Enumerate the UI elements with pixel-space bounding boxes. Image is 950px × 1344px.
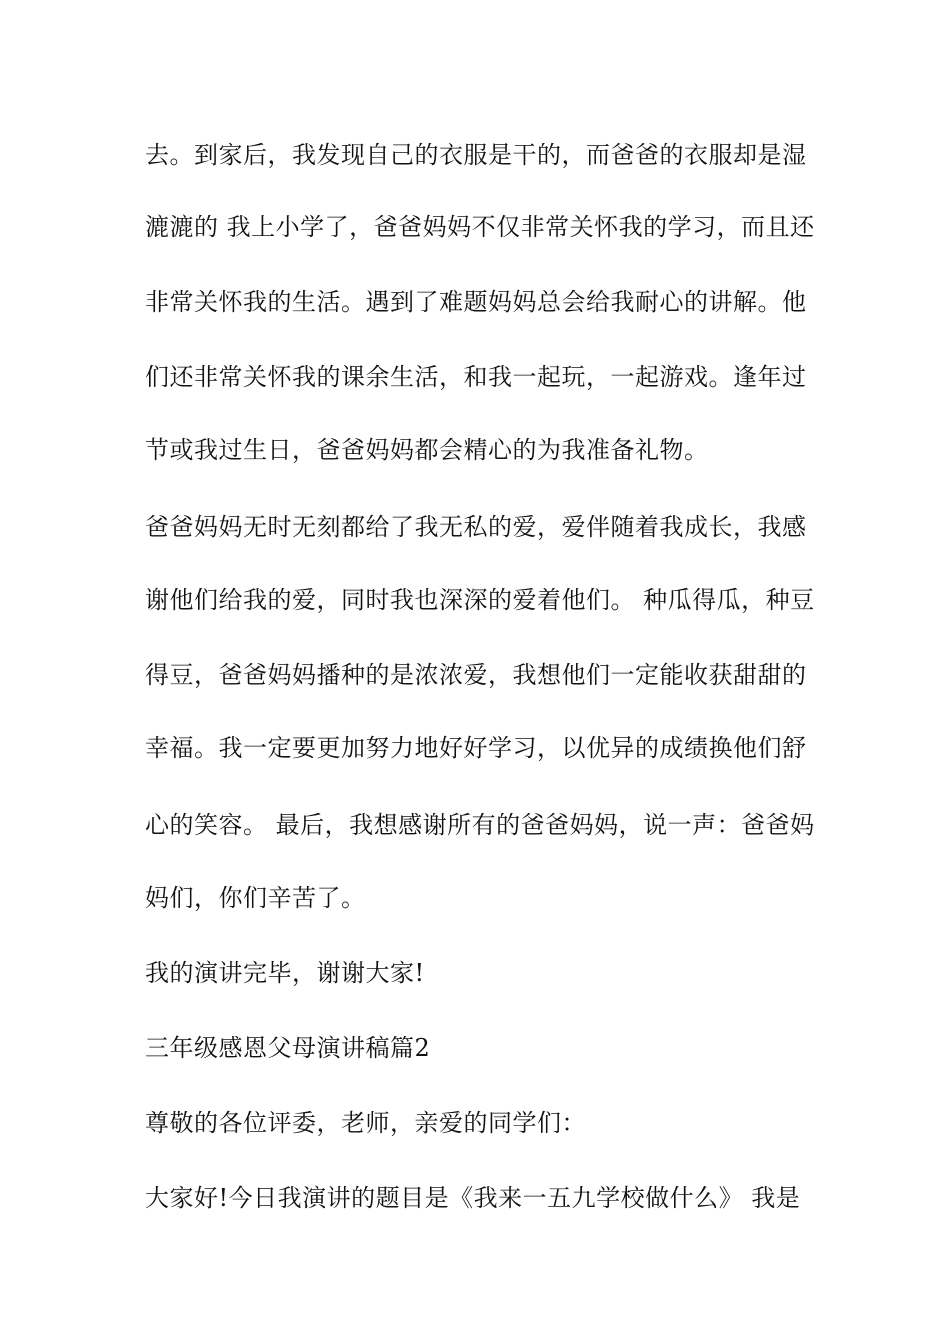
text-line-14: 尊敬的各位评委，老师，亲爱的同学们： <box>145 1109 586 1137</box>
text-line-8: 得豆，爸爸妈妈播种的是浓浓爱，我想他们一定能收获甜甜的 <box>145 661 807 689</box>
text-line-11: 妈们，你们辛苦了。 <box>145 884 366 912</box>
text-line-4: 们还非常关怀我的课余生活，和我一起玩，一起游戏。逢年过 <box>145 363 807 391</box>
text-line-7: 谢他们给我的爱，同时我也深深的爱着他们。 种瓜得瓜，种豆 <box>145 586 815 614</box>
text-line-6: 爸爸妈妈无时无刻都给了我无私的爱，爱伴随着我成长，我感 <box>145 513 807 541</box>
text-line-1: 去。到家后，我发现自己的衣服是干的，而爸爸的衣服却是湿 <box>145 141 807 169</box>
section-heading: 三年级感恩父母演讲稿篇2 <box>145 1034 431 1062</box>
text-line-12: 我的演讲完毕，谢谢大家! <box>145 959 425 987</box>
text-line-2: 漉漉的 我上小学了，爸爸妈妈不仅非常关怀我的学习，而且还 <box>145 213 815 241</box>
text-line-15: 大家好!今日我演讲的题目是《我来一五九学校做什么》 我是 <box>145 1184 801 1212</box>
text-line-5: 节或我过生日，爸爸妈妈都会精心的为我准备礼物。 <box>145 436 709 464</box>
text-line-9: 幸福。我一定要更加努力地好好学习，以优异的成绩换他们舒 <box>145 734 807 762</box>
text-line-10: 心的笑容。 最后，我想感谢所有的爸爸妈妈，说一声：爸爸妈 <box>145 811 815 839</box>
text-line-3: 非常关怀我的生活。遇到了难题妈妈总会给我耐心的讲解。他 <box>145 288 807 316</box>
